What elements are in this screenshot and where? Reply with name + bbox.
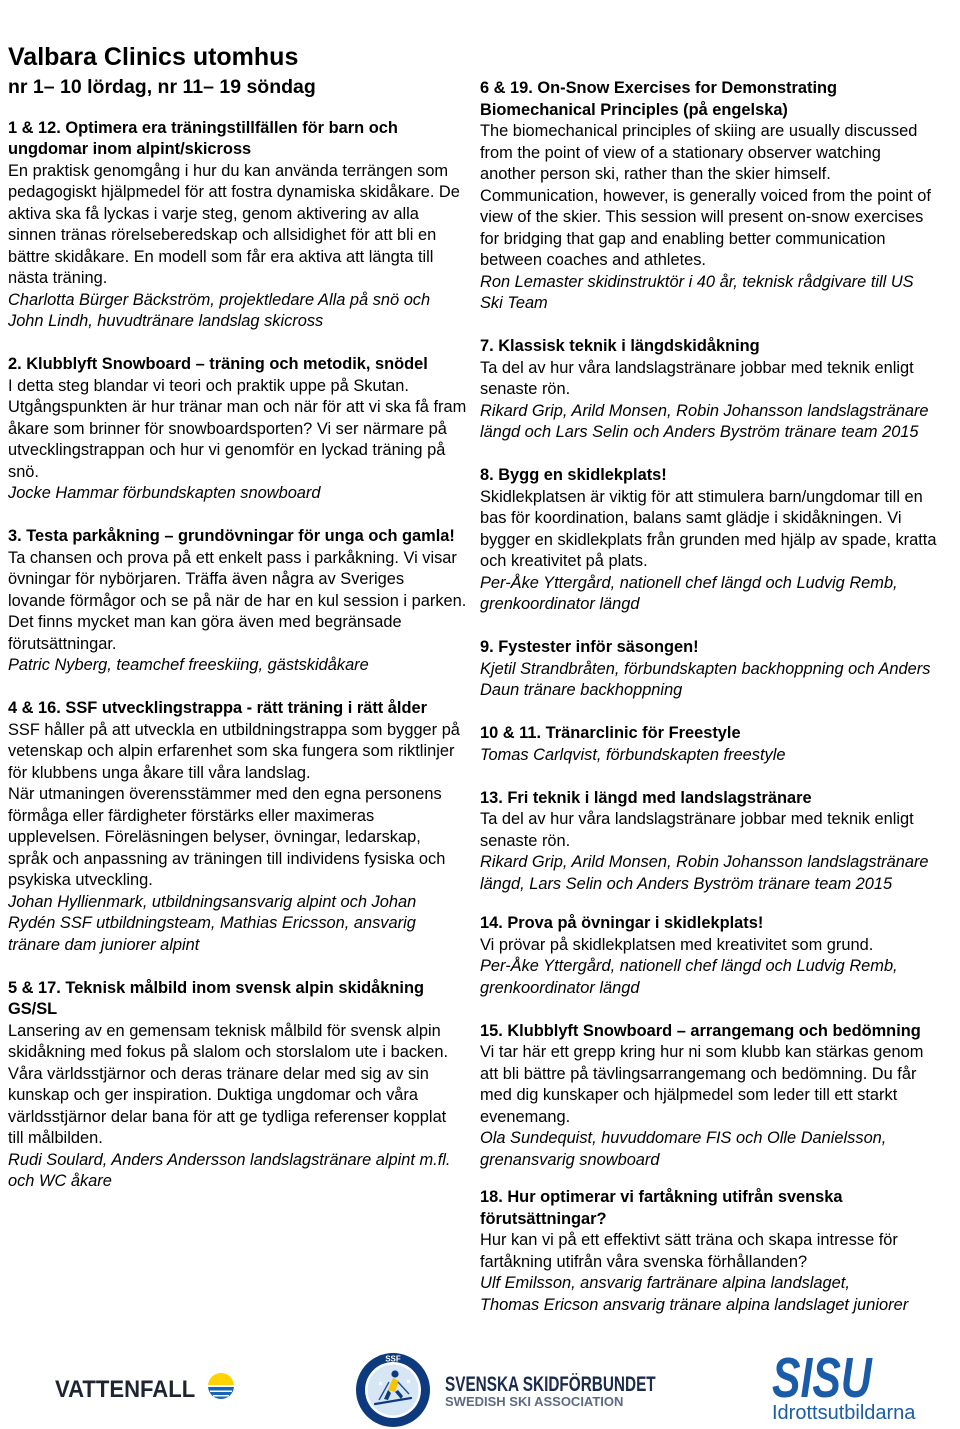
session-title-line: GS/SL — [8, 1000, 58, 1018]
session-presenter-line: John Lindh, huvudtränare landslag skicross — [8, 312, 324, 330]
session-title-line: 15. Klubblyft Snowboard – arrangemang och bedömning — [480, 1021, 921, 1040]
page-title: Valbara Clinics utomhus — [8, 43, 299, 71]
left-column — [8, 118, 473, 1193]
session-title-line: 8. Bygg en skidlekplats! — [480, 466, 667, 484]
session-title-line: 5 & 17. Teknisk målbild inom svensk alpin skidåkning — [8, 978, 424, 997]
session-description-line: När utmaningen överensstämmer med den egna personens — [8, 785, 442, 803]
session-description-line: världsstjärnor delar bana för att ge tydliga referenser kopplat — [8, 1107, 447, 1126]
session-description-line: åkare som brinner för snowboardsporten? Vi ser närmare på — [8, 419, 447, 438]
session-presenter-line: Charlotta Bürger Bäckström, projektledare Alla på snö och — [8, 290, 431, 309]
session-description-line: sinnen tränas rörelseberedskap och allsidighet för att bli en — [8, 226, 437, 244]
session-presenter-line: Thomas Ericson ansvarig tränare alpina landslaget juniorer — [480, 1295, 909, 1314]
session-presenter-line: Ola Sundequist, huvuddomare FIS och Olle Danielsson, — [480, 1129, 887, 1147]
ssf-logo-name-english: SWEDISH SKI ASSOCIATION — [445, 1394, 624, 1409]
session-6-19 — [480, 78, 950, 315]
session-description-line: skidåkning med fokus på slalom och storslalom ute i backen. — [8, 1043, 449, 1061]
vattenfall-sun-icon — [206, 1371, 236, 1401]
session-title-line: 4 & 16. SSF utvecklingstrappa - rätt träning i rätt ålder — [8, 699, 427, 717]
session-presenter-line: Per-Åke Yttergård, nationell chef längd och Ludvig Remb, — [480, 957, 898, 975]
session-description-line: Lansering av en gemensam teknisk målbild för svensk alpin — [8, 1021, 441, 1040]
session-3 — [8, 526, 473, 677]
session-18 — [480, 1187, 950, 1316]
session-presenter-line: grenkoordinator längd — [480, 595, 640, 613]
session-description-line: för klubbens unga åkare till våra landslag. — [8, 763, 311, 782]
session-description-line: Ta chansen och prova på ett enkelt pass i parkåkning. Vi visar — [8, 548, 457, 567]
session-presenter-line: grenkoordinator längd — [480, 978, 640, 997]
session-presenter-line: och WC åkare — [8, 1172, 112, 1190]
session-description-line: between coaches and athletes. — [480, 251, 706, 269]
session-description-line: The biomechanical principles of skiing are usually discussed — [480, 122, 918, 140]
session-description-line: Ta del av hur våra landslagstränare jobbar med teknik enligt — [480, 810, 914, 828]
session-14 — [480, 913, 950, 999]
session-presenter-line: Ulf Emilsson, ansvarig fartränare alpina landslaget, — [480, 1274, 850, 1292]
session-description-line: Hur kan vi på ett effektivt sätt träna och skapa intresse för — [480, 1231, 898, 1249]
session-description-line: bygger en skidlekplats från grunden med hjälp av spade, kratta — [480, 530, 937, 549]
session-description-line: psykiska utveckling. — [8, 871, 153, 889]
session-title-line: 14. Prova på övningar i skidlekplats! — [480, 914, 764, 932]
session-description-line: och kreativitet på plats. — [480, 552, 648, 570]
session-presenter-line: Ron Lemaster skidinstruktör i 40 år, teknisk rådgivare till US — [480, 272, 914, 291]
session-9 — [480, 637, 950, 702]
page-subtitle: nr 1– 10 lördag, nr 11– 19 söndag — [8, 76, 316, 98]
session-title-line: 9. Fystester inför säsongen! — [480, 638, 699, 656]
session-title-line: 10 & 11. Tränarclinic för Freestyle — [480, 724, 741, 742]
session-description-line: Utgångspunkten är hur tränar man och när för att vi ska få fram — [8, 398, 467, 416]
session-presenter-line: Rudi Soulard, Anders Andersson landslagstränare alpint m.fl. — [8, 1150, 451, 1169]
session-title-line: 1 & 12. Optimera era träningstillfällen för barn och — [8, 118, 398, 137]
session-description-line: förutsättningar. — [8, 634, 117, 653]
session-13 — [480, 788, 950, 896]
session-title-line: Biomechanical Principles (på engelska) — [480, 100, 788, 119]
session-description-line: evenemang. — [480, 1107, 571, 1126]
session-description-line: kunskap och ger inspiration. Duktiga ungdomar och våra — [8, 1086, 418, 1104]
session-description-line: med dig kunskaper och hjälpmedel som leder till ett starkt — [480, 1086, 898, 1104]
session-description-line: upplevelsen. Föreläsningen belyser, övningar, ledarskap, — [8, 828, 421, 846]
session-presenter-line: Rydén SSF utbildningsteam, Mathias Ericsson, ansvarig — [8, 914, 416, 932]
session-15 — [480, 1021, 950, 1172]
session-description-line: from the point of view of a stationary observer watching — [480, 143, 881, 162]
session-description-line: for bridging that gap and enabling better communication — [480, 229, 886, 248]
session-8 — [480, 465, 950, 616]
session-description-line: SSF håller på att utveckla en utbildningstrappa som bygger på — [8, 720, 460, 739]
session-presenter-line: Rikard Grip, Arild Monsen, Robin Johansson landslagstränare — [480, 853, 929, 871]
session-description-line: Våra världsstjärnor och deras tränare delar med sig av sin — [8, 1064, 429, 1083]
session-description-line: nästa träning. — [8, 269, 108, 287]
session-title-line: 3. Testa parkåkning – grundövningar för unga och gamla! — [8, 527, 455, 545]
ssf-badge-text: SSF — [385, 1354, 401, 1364]
session-presenter-line: Kjetil Strandbråten, förbundskapten backhoppning och Anders — [480, 659, 931, 678]
session-description-line: aktiva ska få lyckas i varje steg, genom aktivering av alla — [8, 204, 419, 223]
session-description-line: övningar för nybörjaren. Träffa även några av Sveriges — [8, 570, 405, 588]
session-5-17 — [8, 978, 473, 1193]
session-description-line: senaste rön. — [480, 380, 571, 398]
session-description-line: Det finns mycket man kan göra även med begränsade — [8, 613, 402, 631]
session-1-12 — [8, 118, 473, 333]
sisu-logo-tagline: Idrottsutbildarna — [772, 1402, 916, 1424]
session-description-line: another person ski, rather than the skier himself. — [480, 165, 831, 183]
right-column — [480, 78, 950, 1316]
session-description-line: En praktisk genomgång i hur du kan använda terrängen som — [8, 161, 449, 180]
session-description-line: senaste rön. — [480, 831, 571, 850]
session-description-line: pedagogiskt hjälpmedel för att fostra dynamiska skidåkare. De — [8, 183, 460, 201]
session-2 — [8, 354, 473, 505]
session-presenter-line: Rikard Grip, Arild Monsen, Robin Johansson landslagstränare — [480, 401, 929, 420]
session-title-line: 13. Fri teknik i längd med landslagstränare — [480, 788, 812, 807]
session-presenter-line: längd och Lars Selin och Anders Byström tränare team 2015 — [480, 423, 919, 441]
session-description-line: vetenskap och alpin erfarenhet som ska fungera som riktlinjer — [8, 742, 455, 760]
session-presenter-line: Patric Nyberg, teamchef freeskiing, gästskidåkare — [8, 656, 369, 674]
session-description-line: Vi tar här ett grepp kring hur ni som klubb kan stärkas genom — [480, 1043, 924, 1061]
session-description-line: snö. — [8, 462, 39, 481]
session-presenter-line: tränare dam juniorer alpint — [8, 935, 200, 954]
sisu-logo-wordmark: SISU — [772, 1346, 872, 1410]
session-description-line: bättre skidåkare. En modell som får era aktiva att längta till — [8, 247, 434, 266]
session-presenter-line: Tomas Carlqvist, förbundskapten freestyle — [480, 745, 786, 764]
ssf-logo-name: SVENSKA SKIDFÖRBUNDET — [445, 1373, 656, 1396]
session-description-line: utvecklingstrappan och hur vi genomför en lyckad träning på — [8, 441, 446, 459]
session-presenter-line: grenansvarig snowboard — [480, 1150, 660, 1169]
session-4-16 — [8, 698, 473, 956]
session-description-line: till målbilden. — [8, 1129, 103, 1147]
session-title-line: ungdomar inom alpint/skicross — [8, 140, 252, 158]
session-description-line: förmåga eller färdigheter förstärks eller maximeras — [8, 806, 375, 825]
session-title-line: 18. Hur optimerar vi fartåkning utifrån svenska — [480, 1188, 843, 1206]
session-description-line: Ta del av hur våra landslagstränare jobbar med teknik enligt — [480, 358, 914, 377]
session-title-line: 7. Klassisk teknik i längdskidåkning — [480, 337, 760, 355]
session-description-line: view of the skier. This session will present on-snow exercises — [480, 208, 924, 226]
session-7 — [480, 336, 950, 444]
session-description-line: lovande förmågor och se på när de har en kul session i parken. — [8, 591, 467, 610]
session-presenter-line: Johan Hyllienmark, utbildningsansvarig alpint och Johan — [8, 892, 417, 911]
session-description-line: Vi prövar på skidlekplatsen med kreativitet som grund. — [480, 935, 874, 954]
session-presenter-line: Daun tränare backhoppning — [480, 681, 683, 699]
session-title-line: 6 & 19. On-Snow Exercises for Demonstrating — [480, 79, 838, 97]
session-description-line: språk och anpassning av träningen till individens fysiska och — [8, 849, 446, 868]
session-presenter-line: längd, Lars Selin och Anders Byström tränare team 2015 — [480, 874, 893, 893]
session-presenter-line: Ski Team — [480, 294, 548, 312]
session-title-line: förutsättningar? — [480, 1209, 607, 1228]
session-presenter-line: Jocke Hammar förbundskapten snowboard — [8, 484, 321, 502]
session-description-line: fartåkning utifrån våra svenska förhållanden? — [480, 1252, 808, 1271]
ssf-skier-badge-icon — [355, 1352, 431, 1428]
session-presenter-line: Per-Åke Yttergård, nationell chef längd och Ludvig Remb, — [480, 573, 898, 592]
vattenfall-logo-wordmark: VATTENFALL — [55, 1376, 196, 1403]
session-10-11 — [480, 723, 950, 766]
session-description-line: Skidlekplatsen är viktig för att stimulera barn/ungdomar till en — [480, 487, 923, 506]
session-description-line: I detta steg blandar vi teori och praktik uppe på Skutan. — [8, 376, 409, 395]
session-description-line: att bli bättre på tävlingsarrangemang och bedömning. Du får — [480, 1064, 917, 1083]
session-title-line: 2. Klubblyft Snowboard – träning och metodik, snödel — [8, 355, 428, 373]
session-description-line: bas för koordination, balans samt glädje i skidåkningen. Vi — [480, 509, 902, 527]
session-description-line: Communication, however, is generally voiced from the point of — [480, 186, 931, 205]
